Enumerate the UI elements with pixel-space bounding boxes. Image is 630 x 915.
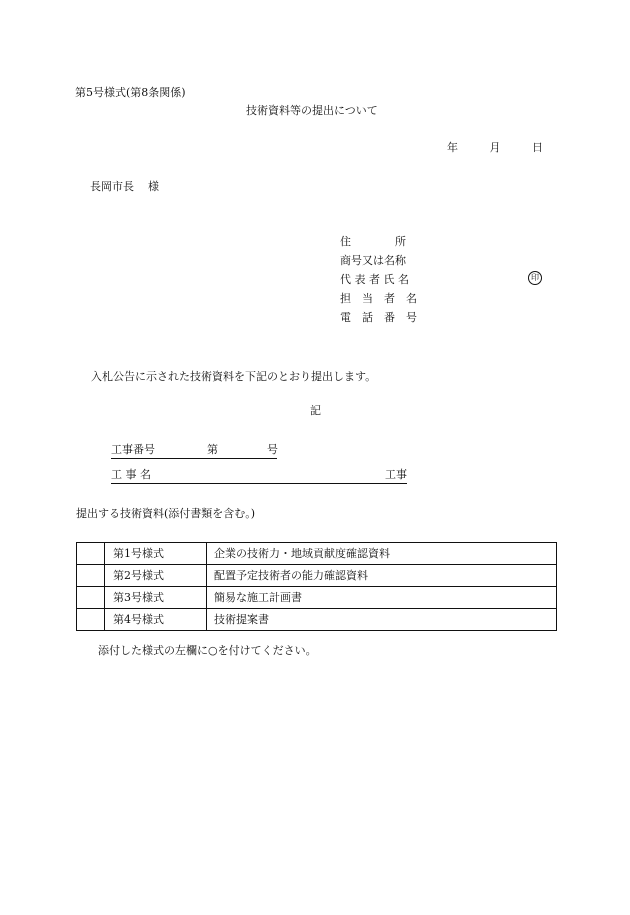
documents-label: 提出する技術資料(添付書類を含む。) [76,507,256,520]
style-cell: 第3号様式 [105,587,207,609]
check-cell[interactable] [77,609,105,631]
check-cell[interactable] [77,565,105,587]
project-name-suffix: 工事 [385,468,407,481]
check-cell[interactable] [77,587,105,609]
description-cell: 技術提案書 [207,609,557,631]
project-name-label: 工 事 名 [111,468,151,481]
project-number-field [111,443,277,459]
project-number-suffix: 号 [267,443,278,456]
applicant-address-label: 住 所 [340,235,406,248]
project-number-prefix: 第 [207,443,218,456]
date-month: 月 [489,141,501,154]
project-name-field [111,468,407,484]
date-year: 年 [447,141,458,154]
description-cell: 企業の技術力・地域貢献度確認資料 [207,543,557,565]
table-row [77,565,557,587]
style-cell: 第4号様式 [105,609,207,631]
style-cell: 第1号様式 [105,543,207,565]
applicant-phone-label: 電 話 番 号 [340,311,417,324]
instruction-note: 添付した様式の左欄に○を付けてください。 [98,644,317,657]
addressee [90,180,159,193]
applicant-company-label: 商号又は名称 [340,254,406,267]
form-number: 第5号様式(第8条関係) [75,86,186,99]
applicant-representative-label: 代 表 者 氏 名 [340,273,409,286]
table-row [77,543,557,565]
table-row [77,587,557,609]
applicant-contact-label: 担 当 者 名 [340,292,417,305]
table-row [77,609,557,631]
style-cell: 第2号様式 [105,565,207,587]
seal-mark: 印 [528,271,542,285]
applicant-block [340,235,550,330]
date-line [447,141,543,154]
addressee-name: 長岡市長 [90,180,134,193]
document-title: 技術資料等の提出について [246,104,378,117]
description-cell: 配置予定技術者の能力確認資料 [207,565,557,587]
addressee-honorific: 様 [148,180,159,193]
description-cell: 簡易な施工計画書 [207,587,557,609]
project-number-label: 工事番号 [111,443,155,456]
check-cell[interactable] [77,543,105,565]
statement-text: 入札公告に示された技術資料を下記のとおり提出します。 [91,370,377,383]
ki-heading: 記 [310,404,321,417]
date-day: 日 [532,141,543,154]
documents-table [76,542,557,631]
